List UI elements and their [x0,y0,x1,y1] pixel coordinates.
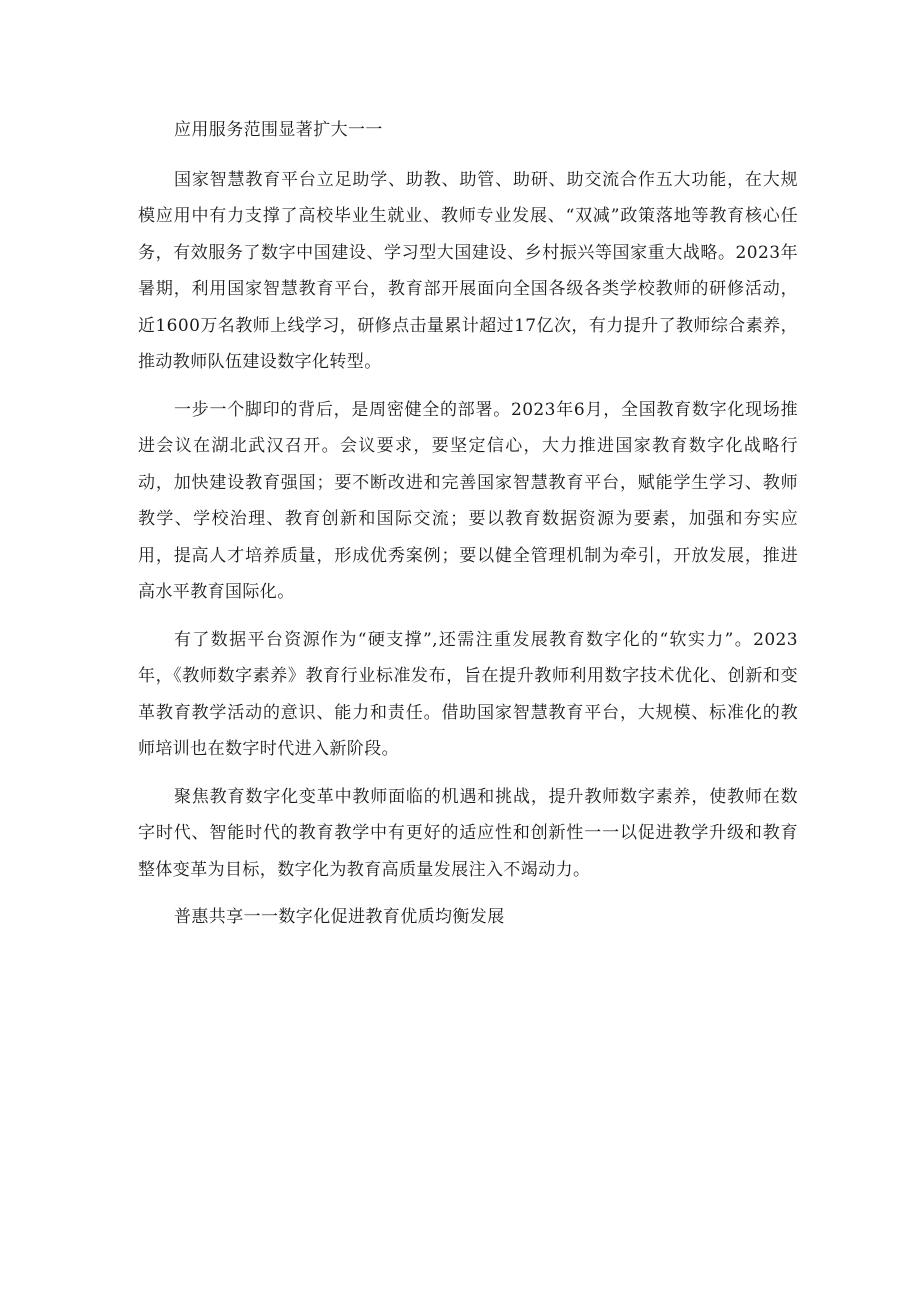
paragraph-deployment: 一步一个脚印的背后，是周密健全的部署。2023年6月，全国教育数字化现场推进会议在湖北武汉召开。会议要求，要坚定信心，大力推进国家教育数字化战略行动，加快建设教育强国；要不断改进和完善国家智慧教育平台，赋能学生学习、教师教学、学校治理、教育创新和国际交流；要以教育数据资源为要素，加强和夯实应用，提高人才培养质量，形成优秀案例；要以健全管理机制为牵引，开放发展，推进高水平教育国际化。 [138,399,798,602]
paragraph-soft-power: 有了数据平台资源作为“硬支撑”,还需注重发展教育数字化的“软实力”。2023年，《教师数字素养》教育行业标准发布，旨在提升教师利用数字技术优化、创新和变革教育教学活动的意识、能力和责任。借助国家智慧教育平台，大规模、标准化的教师培训也在数字时代进入新阶段。 [138,629,798,759]
paragraph-teacher-digital-literacy: 聚焦教育数字化变革中教师面临的机遇和挑战，提升教师数字素养，使教师在数字时代、智能时代的教育教学中有更好的适应性和创新性一一以促进教学升级和教育整体变革为目标，数字化为教育高质量发展注入不竭动力。 [138,786,798,880]
section-heading: 应用服务范围显著扩大一一 [174,120,383,140]
section-heading-next: 普惠共享一一数字化促进教育优质均衡发展 [174,907,505,927]
paragraph-platform-functions: 国家智慧教育平台立足助学、助教、助管、助研、助交流合作五大功能，在大规模应用中有力支撑了高校毕业生就业、教师专业发展、“双减”政策落地等教育核心任务，有效服务了数字中国建设、学习型大国建设、乡村振兴等国家重大战略。2023年暑期，利用国家智慧教育平台，教育部开展面向全国各级各类学校教师的研修活动，近1600万名教师上线学习，研修点击量累计超过17亿次，有力提升了教师综合素养，推动教师队伍建设数字化转型。 [138,169,798,372]
document-body [138,112,798,947]
